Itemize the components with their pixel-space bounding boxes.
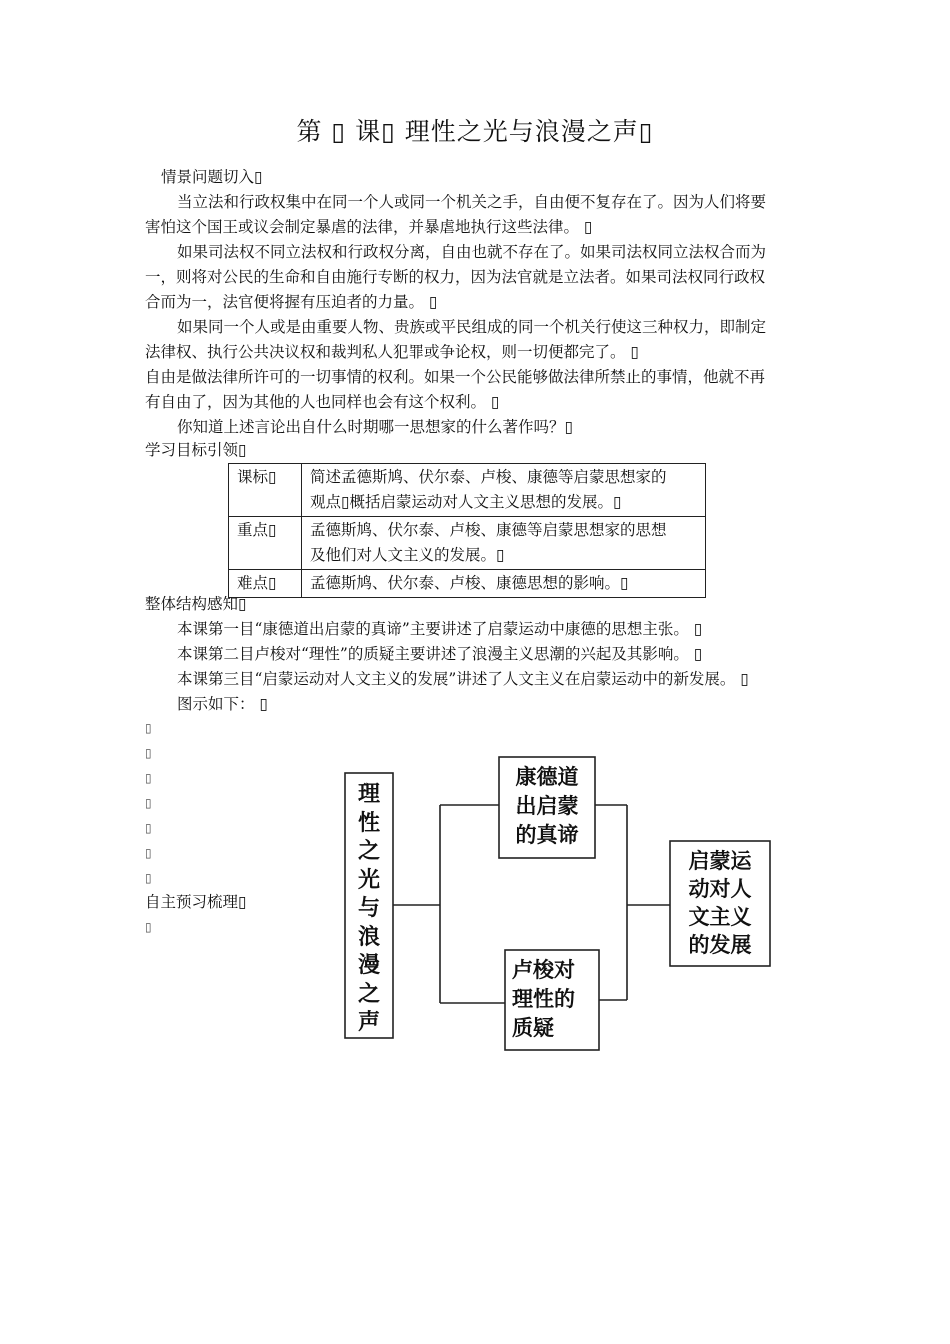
intro-line: 当立法和行政权集中在同一个人或同一个机关之手，自由便不复存在了。因为人们将要 xyxy=(177,193,767,211)
placeholder-mark: ▯ xyxy=(145,746,152,760)
intro-line: 有自由了，因为其他的人也同样也会有这个权利。 ▯ xyxy=(145,393,500,411)
placeholder-mark: ▯ xyxy=(145,871,152,885)
structure-line: 本课第三目“启蒙运动对人文主义的发展”讲述了人文主义在启蒙运动中的新发展。 ▯ xyxy=(177,670,749,688)
section-heading-intro: 情景问题切入▯ xyxy=(161,168,263,186)
placeholder-mark: ▯ xyxy=(145,721,152,735)
goal-value: 孟德斯鸠、伏尔泰、卢梭、康德等启蒙思想家的思想 及他们对人文主义的发展。▯ xyxy=(302,517,706,570)
structure-line: 本课第二目卢梭对“理性”的质疑主要讲述了浪漫主义思潮的兴起及其影响。 ▯ xyxy=(177,645,703,663)
goal-value: 简述孟德斯鸠、伏尔泰、卢梭、康德等启蒙思想家的 观点▯概括启蒙运动对人文主义思想的发展。▯ xyxy=(302,464,706,517)
intro-line: 法律权、执行公共决议权和裁判私人犯罪或争论权，则一切便都完了。 ▯ xyxy=(145,343,639,361)
section-heading-goals: 学习目标引领▯ xyxy=(145,441,247,459)
goal-key: 课标▯ xyxy=(229,464,302,517)
structure-line: 本课第一目“康德道出启蒙的真谛”主要讲述了启蒙运动中康德的思想主张。 ▯ xyxy=(177,620,703,638)
intro-question: 你知道上述言论出自什么时期哪一思想家的什么著作吗？▯ xyxy=(177,418,574,436)
placeholder-mark: ▯ xyxy=(145,771,152,785)
diagram-root-label: 理 性 之 光 与 浪 漫 之 声 xyxy=(357,782,380,1035)
intro-line: 合而为一，法官便将握有压迫者的力量。 ▯ xyxy=(145,293,438,311)
placeholder-mark: ▯ xyxy=(145,846,152,860)
goal-value: 孟德斯鸠、伏尔泰、卢梭、康德思想的影响。▯ xyxy=(302,570,706,598)
intro-line: 害怕这个国王或议会制定暴虐的法律，并暴虐地执行这些法律。 ▯ xyxy=(145,218,593,236)
placeholder-mark: ▯ xyxy=(145,920,152,934)
intro-line: 如果司法权不同立法权和行政权分离，自由也就不存在了。如果司法权同立法权合而为 xyxy=(177,243,767,261)
diagram-branch2-label: 卢梭对 理性的 质疑 xyxy=(512,958,575,1040)
diagram-result-label: 启蒙运 动对人 文主义 的发展 xyxy=(688,849,752,957)
placeholder-mark: ▯ xyxy=(145,821,152,835)
placeholder-mark: ▯ xyxy=(145,796,152,810)
page-title: 第 ▯ 课▯ 理性之光与浪漫之声▯ xyxy=(296,117,654,146)
intro-line: 如果同一个人或是由重要人物、贵族或平民组成的同一个机关行使这三种权力，即制定 xyxy=(177,318,767,336)
goal-key: 重点▯ xyxy=(229,517,302,570)
diagram-branch1-label: 康德道 出启蒙 的真谛 xyxy=(515,765,579,847)
section-heading-structure: 整体结构感知▯ xyxy=(145,595,247,613)
intro-line: 自由是做法律所许可的一切事情的权利。如果一个公民能够做法律所禁止的事情，他就不再 xyxy=(145,368,766,386)
structure-line: 图示如下： ▯ xyxy=(177,695,268,713)
section-heading-preview: 自主预习梳理▯ xyxy=(145,893,247,911)
goal-key: 难点▯ xyxy=(229,570,302,598)
intro-line: 一，则将对公民的生命和自由施行专断的权力，因为法官就是立法者。如果司法权同行政权 xyxy=(145,268,766,286)
